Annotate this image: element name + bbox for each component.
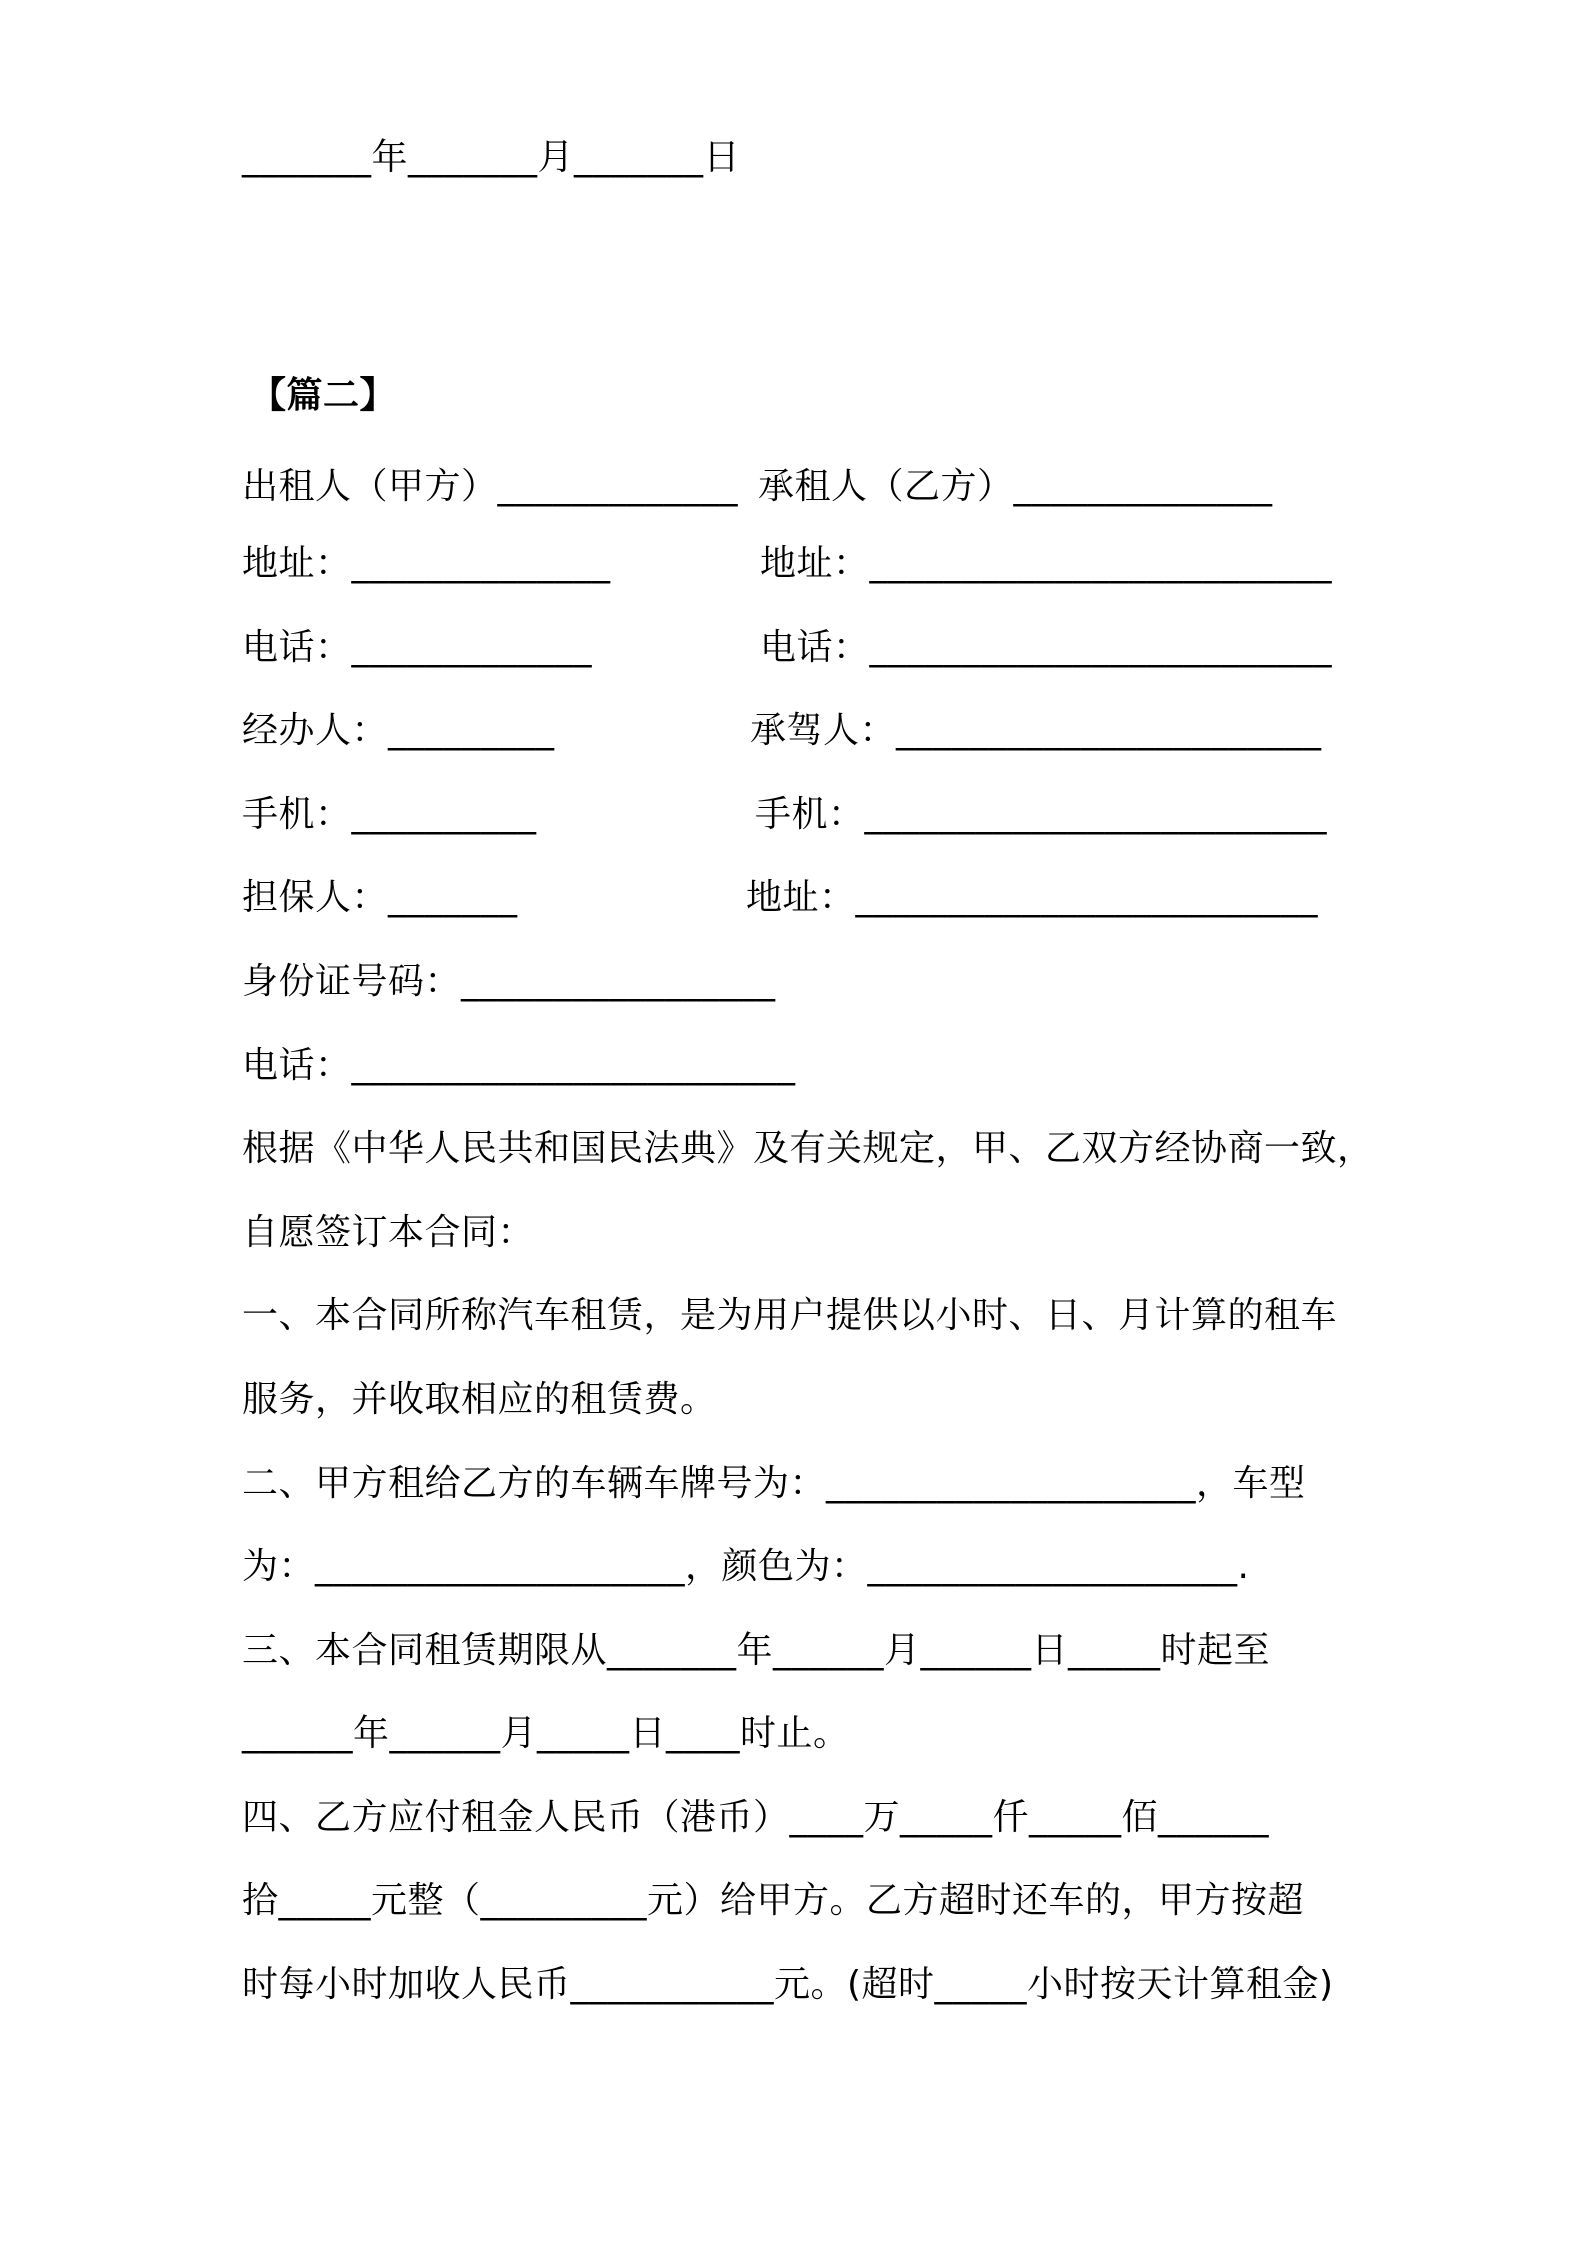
- id-number-line: 身份证号码：_________________: [242, 961, 776, 1002]
- lessee-phone: 电话：_________________________: [760, 627, 1333, 668]
- paragraph-line: 三、本合同租赁期限从_______年______月______日_____时起至: [242, 1630, 1271, 1671]
- guarantor-address: 地址：_________________________: [746, 877, 1319, 918]
- paragraph-line: 服务，并收取相应的租赁费。: [242, 1379, 717, 1420]
- date-line: _______年_______月_______日: [242, 137, 740, 178]
- lessor-address: 地址：______________: [242, 543, 611, 584]
- paragraph-line: 拾_____元整（_________元）给甲方。乙方超时还车的，甲方按超: [242, 1880, 1305, 1921]
- paragraph-line: 四、乙方应付租金人民币（港币）____万_____仟_____佰______: [242, 1797, 1270, 1838]
- paragraph-line: ______年______月_____日____时止。: [242, 1713, 850, 1754]
- paragraph-line: 根据《中华人民共和国民法典》及有关规定，甲、乙双方经协商一致，: [242, 1128, 1374, 1169]
- lessee-mobile: 手机：_________________________: [755, 794, 1328, 835]
- paragraph-line: 为：____________________，颜色为：____________________.: [242, 1546, 1250, 1587]
- guarantor-phone-line: 电话：________________________: [242, 1045, 796, 1086]
- paragraph-line: 时每小时加收人民币___________元。(超时_____小时按天计算租金): [242, 1964, 1334, 2005]
- guarantor: 担保人：_______: [242, 877, 518, 918]
- lessor-mobile: 手机：__________: [242, 794, 537, 835]
- lessee-address: 地址：_________________________: [760, 543, 1333, 584]
- lessor-line: 出租人（甲方）_____________: [242, 466, 739, 507]
- section-title: 【篇二】: [250, 375, 397, 416]
- lessee-line: 承租人（乙方）______________: [758, 466, 1273, 507]
- lessee-driver: 承驾人：_______________________: [750, 710, 1322, 751]
- paragraph-line: 自愿签订本合同：: [242, 1212, 535, 1253]
- paragraph-line: 一、本合同所称汽车租赁，是为用户提供以小时、日、月计算的租车: [242, 1295, 1338, 1336]
- lessor-agent: 经办人：_________: [242, 710, 555, 751]
- paragraph-line: 二、甲方租给乙方的车辆车牌号为：____________________，车型: [242, 1463, 1306, 1504]
- lessor-phone: 电话：_____________: [242, 627, 593, 668]
